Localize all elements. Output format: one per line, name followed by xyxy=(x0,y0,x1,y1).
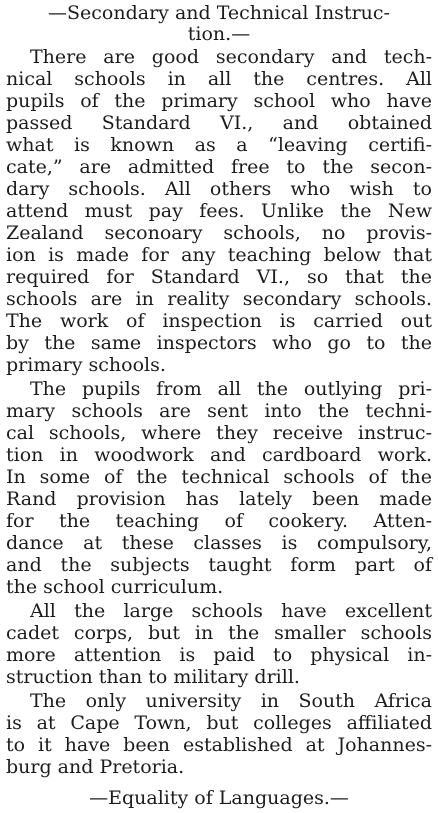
paragraph-4-line: The only university in South Africa xyxy=(30,690,432,712)
paragraph-4-line: is at Cape Town, but colleges affiliated xyxy=(6,712,432,734)
paragraph-1-line: There are good secondary and tech- xyxy=(30,46,432,68)
paragraph-1-line: pupils of the primary school who have xyxy=(6,90,432,112)
paragraph-2-line: The pupils from all the outlying pri- xyxy=(30,378,432,400)
paragraph-1-line: The work of inspection is carried out xyxy=(6,310,432,332)
paragraph-2-line: tion in woodwork and cardboard work. xyxy=(6,444,432,466)
paragraph-4-line: to it have been established at Johannes- xyxy=(6,734,432,756)
paragraph-1-line: ion is made for any teaching below that xyxy=(6,244,432,266)
paragraph-1-line: passed Standard VI., and obtained xyxy=(6,112,432,134)
paragraph-2-line: cal schools, where they receive instruc- xyxy=(6,422,432,444)
section-heading-2: —Equality of Languages.— xyxy=(89,787,349,809)
paragraph-1-line: Zealand seconoary schools, no provis- xyxy=(6,222,432,244)
paragraph-3-line: All the large schools have excellent xyxy=(30,600,432,622)
paragraph-1-line: dary schools. All others who wish to xyxy=(6,178,432,200)
paragraph-2-line: mary schools are sent into the techni- xyxy=(6,400,432,422)
paragraph-1-line: nical schools in all the centres. All xyxy=(6,68,432,90)
paragraph-1-line: primary schools. xyxy=(6,354,166,376)
paragraph-2-line: the school curriculum. xyxy=(6,576,224,598)
paragraph-1-line: cate,” are admitted free to the secon- xyxy=(6,156,432,178)
paragraph-1-line: attend must pay fees. Unlike the New xyxy=(6,200,432,222)
paragraph-1-line: by the same inspectors who go to the xyxy=(6,332,432,354)
section-heading-line-2: tion.— xyxy=(187,23,251,45)
paragraph-1-line: schools are in reality secondary schools. xyxy=(6,288,432,310)
paragraph-3-line: cadet corps, but in the smaller schools xyxy=(6,622,432,644)
paragraph-2-line: Rand provision has lately been made xyxy=(6,488,432,510)
paragraph-3-line: more attention is paid to physical in- xyxy=(6,644,432,666)
paragraph-3-line: struction than to military drill. xyxy=(6,666,300,688)
paragraph-2-line: and the subjects taught form part of xyxy=(6,554,432,576)
paragraph-1-line: what is known as a “leaving certifi- xyxy=(6,134,432,156)
paragraph-2-line: for the teaching of cookery. Atten- xyxy=(6,510,432,532)
paragraph-2-line: dance at these classes is compulsory, xyxy=(6,532,432,554)
paragraph-4-line: burg and Pretoria. xyxy=(6,756,185,778)
paragraph-2-line: In some of the technical schools of the xyxy=(6,466,432,488)
paragraph-1-line: required for Standard VI., so that the xyxy=(6,266,432,288)
section-heading-line-1: —Secondary and Technical Instruc- xyxy=(48,2,390,24)
